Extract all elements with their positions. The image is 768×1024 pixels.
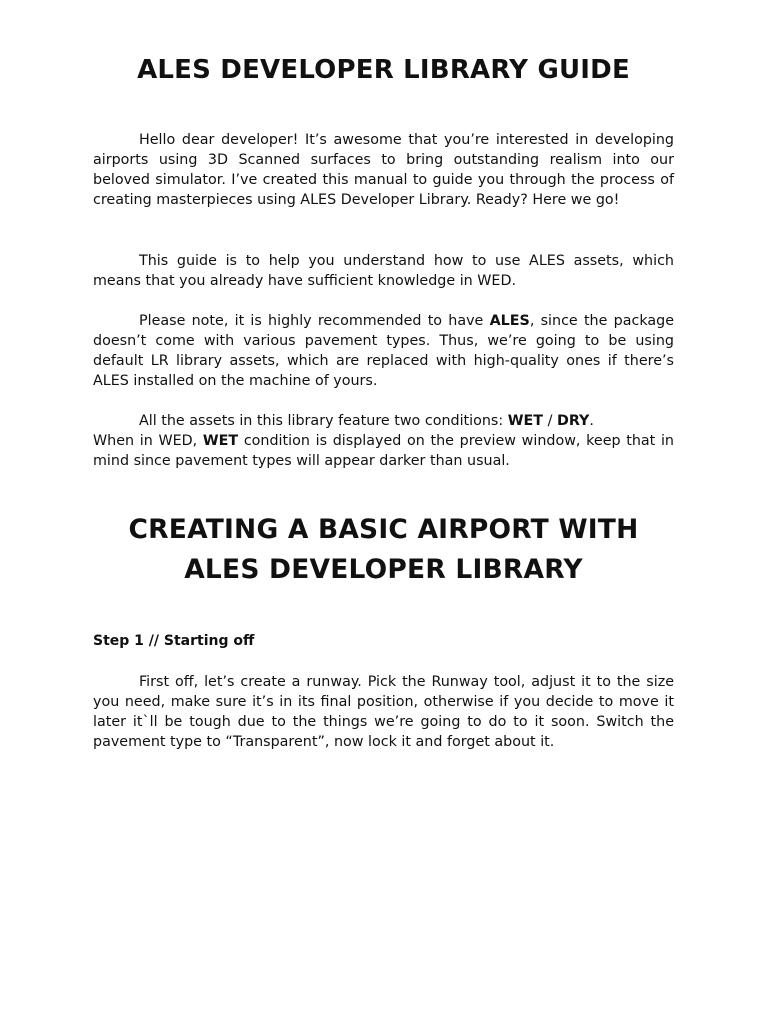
dry-emphasis: DRY [556,413,590,429]
wet-emphasis: WET [507,413,544,429]
paragraph-3-before: Please note, it is highly recommended to have [139,313,490,329]
section-title-line-2: ALES DEVELOPER LIBRARY [184,554,583,585]
paragraph-3-after: , since the package doesn’t come with various pavement types. Thus, we’re going to be using default LR library assets, which are replaced with high-quality ones if there’s ALES installed on the machine of yours. [93,313,674,390]
wed-note-before: When in WED, [93,433,203,450]
intro-paragraph-3 [93,311,674,391]
step-paragraph-text: First off, let’s create a runway. Pick the Runway tool, adjust it to the size you need, make sure it’s in its final position, otherwise if you decide to move it later it`ll be tough due to the things we’re going to do to it soon. Switch the pavement type to “Transparent”, now lock it and forget about it. [93,674,674,751]
conditions-end: . [589,413,594,429]
section-title-line-1: CREATING A BASIC AIRPORT WITH [128,514,639,545]
ales-emphasis: ALES [489,313,530,329]
intro-paragraph-1-text: Hello dear developer! It’s awesome that you’re interested in developing airports using 3D Scanned surfaces to bring outstanding realism into our beloved simulator. I’ve created this manual to guide you through the process of creating masterpieces using ALES Developer Library. Ready? Here we go! [93,132,674,209]
wed-note-after: condition is displayed on the preview window, keep that in mind since pavement types will appear darker than usual. [93,433,674,470]
conditions-line [93,411,674,431]
intro-paragraph-3-text [93,311,674,391]
intro-paragraph-4 [93,411,674,471]
step-heading: Step 1 // Starting off [93,633,255,649]
wet-emphasis-2: WET [202,433,239,450]
wed-preview-note [93,431,674,471]
step-paragraph [93,672,674,752]
intro-paragraph-2-text: This guide is to help you understand how to use ALES assets, which means that you already have sufficient knowledge in WED. [93,253,674,290]
conditions-separator: / [543,413,557,429]
conditions-before: All the assets in this library feature two conditions: [139,413,508,429]
intro-paragraph-1 [93,130,674,210]
intro-paragraph-2 [93,251,674,291]
section-title [83,510,684,590]
page-title: ALES DEVELOPER LIBRARY GUIDE [137,55,630,85]
